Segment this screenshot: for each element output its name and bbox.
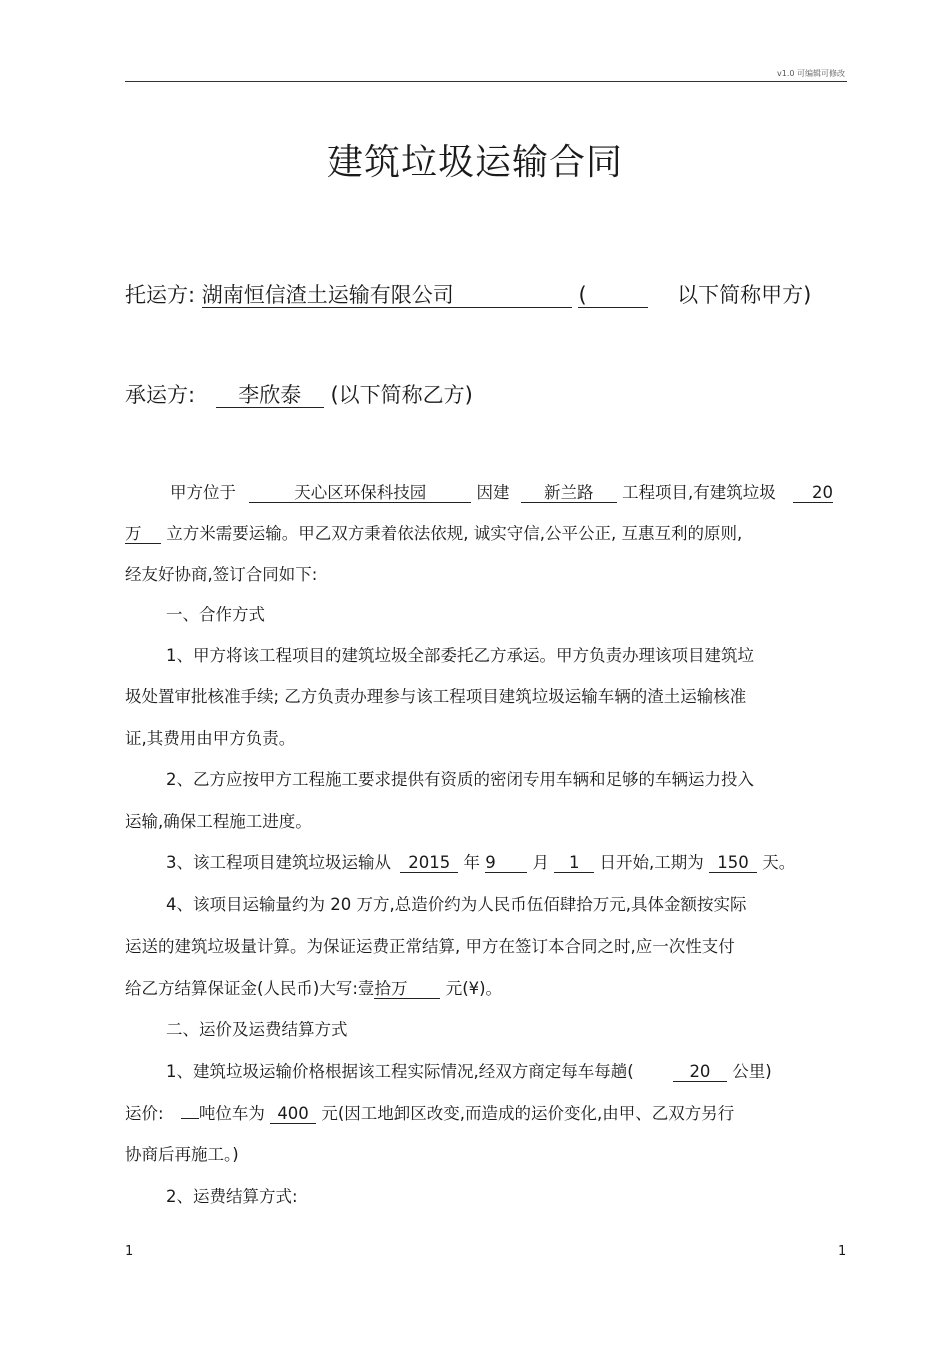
consignor-suffix: 以下简称甲方) [677, 283, 812, 307]
price-clause-2 [125, 1100, 734, 1124]
waste-quantity: 20 [793, 484, 833, 503]
consignor-line [125, 279, 811, 309]
deposit-amount: 拾万 [374, 980, 440, 999]
clause-text: 协商后再施工。) [125, 1145, 239, 1164]
carrier-suffix: (以下简称乙方) [330, 383, 473, 407]
clause-text: 1、甲方将该工程项目的建筑垃圾全部委托乙方承运。甲方负责办理该项目建筑垃 [166, 646, 754, 665]
clause-text: 4、该项目运输量约为 20 万方,总造价约为人民币伍佰肆拾万元,具体金额按实际 [166, 895, 747, 914]
clause-text: 3、该工程项目建筑垃圾运输从 [166, 853, 391, 872]
clause-text: 公里) [732, 1062, 772, 1081]
start-day: 1 [554, 854, 594, 873]
clause-text: 月 [532, 853, 549, 872]
clause-text: 元(因工地卸区改变,而造成的运价变化,由甲、乙双方另行 [321, 1104, 735, 1123]
page-number-left: 1 [125, 1244, 134, 1259]
clause-text: 2、运费结算方式: [166, 1187, 298, 1206]
page-number-right: 1 [838, 1244, 847, 1259]
section-heading: 一、合作方式 [166, 605, 265, 624]
waste-quantity-unit: 万 [125, 525, 161, 544]
project-name: 新兰路 [521, 484, 617, 503]
carrier-line [125, 379, 473, 409]
consignor-label: 托运方: [125, 283, 196, 307]
consignor-paren: ( [578, 284, 648, 308]
intro-text: 立方米需要运输。甲乙双方秉着依法依规, 诚实守信,公平公正, 互惠互利的原则, [166, 524, 743, 543]
version-note: v1.0 可编辑可修改 [777, 69, 845, 78]
intro-line-2 [125, 520, 742, 544]
project-location: 天心区环保科技园 [249, 484, 471, 503]
clause-text: 1、建筑垃圾运输价格根据该工程实际情况,经双方商定每车每趟( [166, 1062, 634, 1081]
section-heading: 二、运价及运费结算方式 [166, 1020, 348, 1039]
schedule-clause [166, 849, 795, 873]
intro-text: 甲方位于 [170, 483, 236, 502]
tonnage-blank [181, 1118, 199, 1119]
carrier-label: 承运方: [125, 383, 196, 407]
document-title: 建筑垃圾运输合同 [326, 142, 623, 183]
clause-text: 运输,确保工程施工进度。 [125, 812, 312, 831]
clause-text: 天。 [762, 853, 796, 872]
clause-text: 给乙方结算保证金(人民币)大写:壹 [125, 979, 375, 998]
header-rule [125, 81, 847, 82]
unit-price: 400 [270, 1105, 316, 1124]
clause-text: 日开始,工期为 [599, 853, 704, 872]
clause-text: 年 [463, 853, 480, 872]
carrier-name: 李欣泰 [216, 384, 324, 408]
clause-text: 吨位车为 [198, 1104, 265, 1123]
clause-text: 运送的建筑垃圾量计算。为保证运费正常结算, 甲方在签订本合同之时,应一次性支付 [125, 937, 735, 956]
clause-text: 证,其费用由甲方负责。 [125, 729, 296, 748]
distance-km: 20 [673, 1063, 727, 1082]
duration-days: 150 [709, 854, 757, 873]
intro-line-1 [170, 479, 833, 503]
intro-text: 因建 [476, 483, 510, 502]
consignor-name: 湖南恒信渣土运输有限公司 [202, 284, 572, 308]
deposit-clause [125, 975, 502, 999]
clause-text: 元(¥)。 [445, 979, 503, 998]
clause-text: 圾处置审批核准手续; 乙方负责办理参与该工程项目建筑垃圾运输车辆的渣土运输核准 [125, 687, 747, 706]
start-year: 2015 [400, 854, 458, 873]
clause-text: 运价: [125, 1104, 164, 1123]
clause-text: 2、乙方应按甲方工程施工要求提供有资质的密闭专用车辆和足够的车辆运力投入 [166, 770, 754, 789]
price-clause-1 [166, 1058, 772, 1082]
intro-line-3: 经友好协商,签订合同如下: [125, 565, 318, 584]
intro-text: 工程项目,有建筑垃圾 [622, 483, 776, 502]
start-month: 9 [485, 854, 527, 873]
